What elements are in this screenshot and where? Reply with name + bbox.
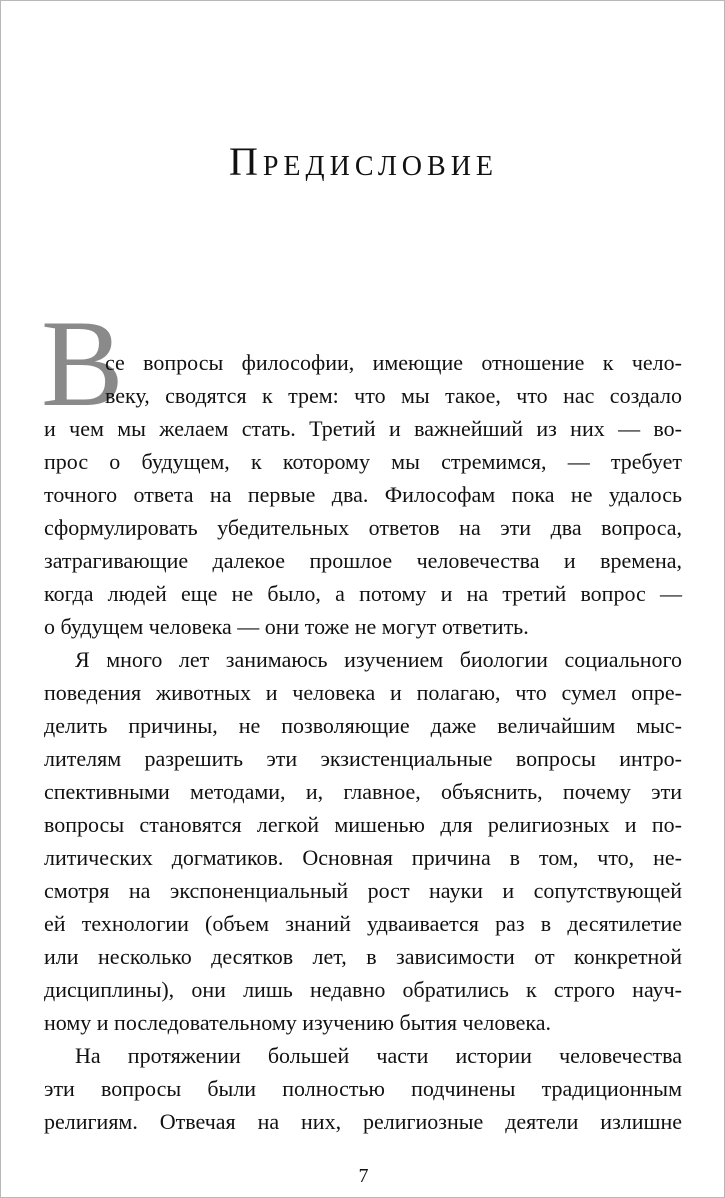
paragraph-2-line-3: делить причины, не позволяющие даже величайшим мыс- [44,713,682,738]
paragraph-2-line-4: лителям разрешить эти экзистенциальные вопросы интро- [44,746,682,771]
paragraph-3-line-2: эти вопросы были полностью подчинены традиционным [44,1076,682,1101]
paragraph-3-line-1: На протяжении большей части истории человечества [75,1043,682,1068]
paragraph-2-line-8: смотря на экспоненциальный рост науки и сопутствующей [44,878,682,903]
paragraph-2-line-9: ей технологии (объем знаний удваивается раз в десятилетие [44,911,682,936]
paragraph-2-line-10: или несколько десятков лет, в зависимости от конкретной [44,944,682,969]
paragraph-1-line-3: и чем мы желаем стать. Третий и важнейший из них — во- [44,416,682,441]
drop-cap-letter: В [41,295,124,432]
paragraph-1-line-4: прос о будущем, к которому мы стремимся, — требует [44,449,682,474]
paragraph-2-line-11: дисциплины), они лишь недавно обратились к строго науч- [44,977,682,1002]
paragraph-2-line-6: вопросы становятся легкой мишенью для религиозных и по- [44,812,682,837]
page-number: 7 [358,1165,369,1187]
paragraph-2-line-7: литических догматиков. Основная причина в том, что, не- [44,845,682,870]
paragraph-2-line-5: спективными методами, и, главное, объяснить, почему эти [44,779,682,804]
paragraph-1-line-7: затрагивающие далекое прошлое человечества и времена, [44,548,682,573]
paragraph-1-line-6: сформулировать убедительных ответов на эти два вопроса, [44,515,682,540]
paragraph-2-line-2: поведения животных и человека и полагаю, что сумел опре- [44,680,682,705]
paragraph-2-line-1: Я много лет занимаюсь изучением биологии социального [75,647,682,672]
chapter-title: Предисловие [228,139,499,184]
paragraph-2-line-12: ному и последовательному изучению бытия человека. [44,1010,551,1035]
paragraph-1-line-1: се вопросы философии, имеющие отношение к чело- [105,350,682,375]
paragraph-1-line-5: точного ответа на первые два. Философам пока не удалось [44,482,682,507]
paragraph-3-line-3: религиям. Отвечая на них, религиозные деятели излишне [44,1109,682,1134]
body-text [44,346,682,1138]
paragraph-1-line-9: о будущем человека — они тоже не могут ответить. [44,614,529,639]
paragraph-1-line-8: когда людей еще не было, а потому и на третий вопрос — [44,581,682,606]
paragraph-1-line-2: веку, сводятся к трем: что мы такое, что нас создало [105,383,682,408]
